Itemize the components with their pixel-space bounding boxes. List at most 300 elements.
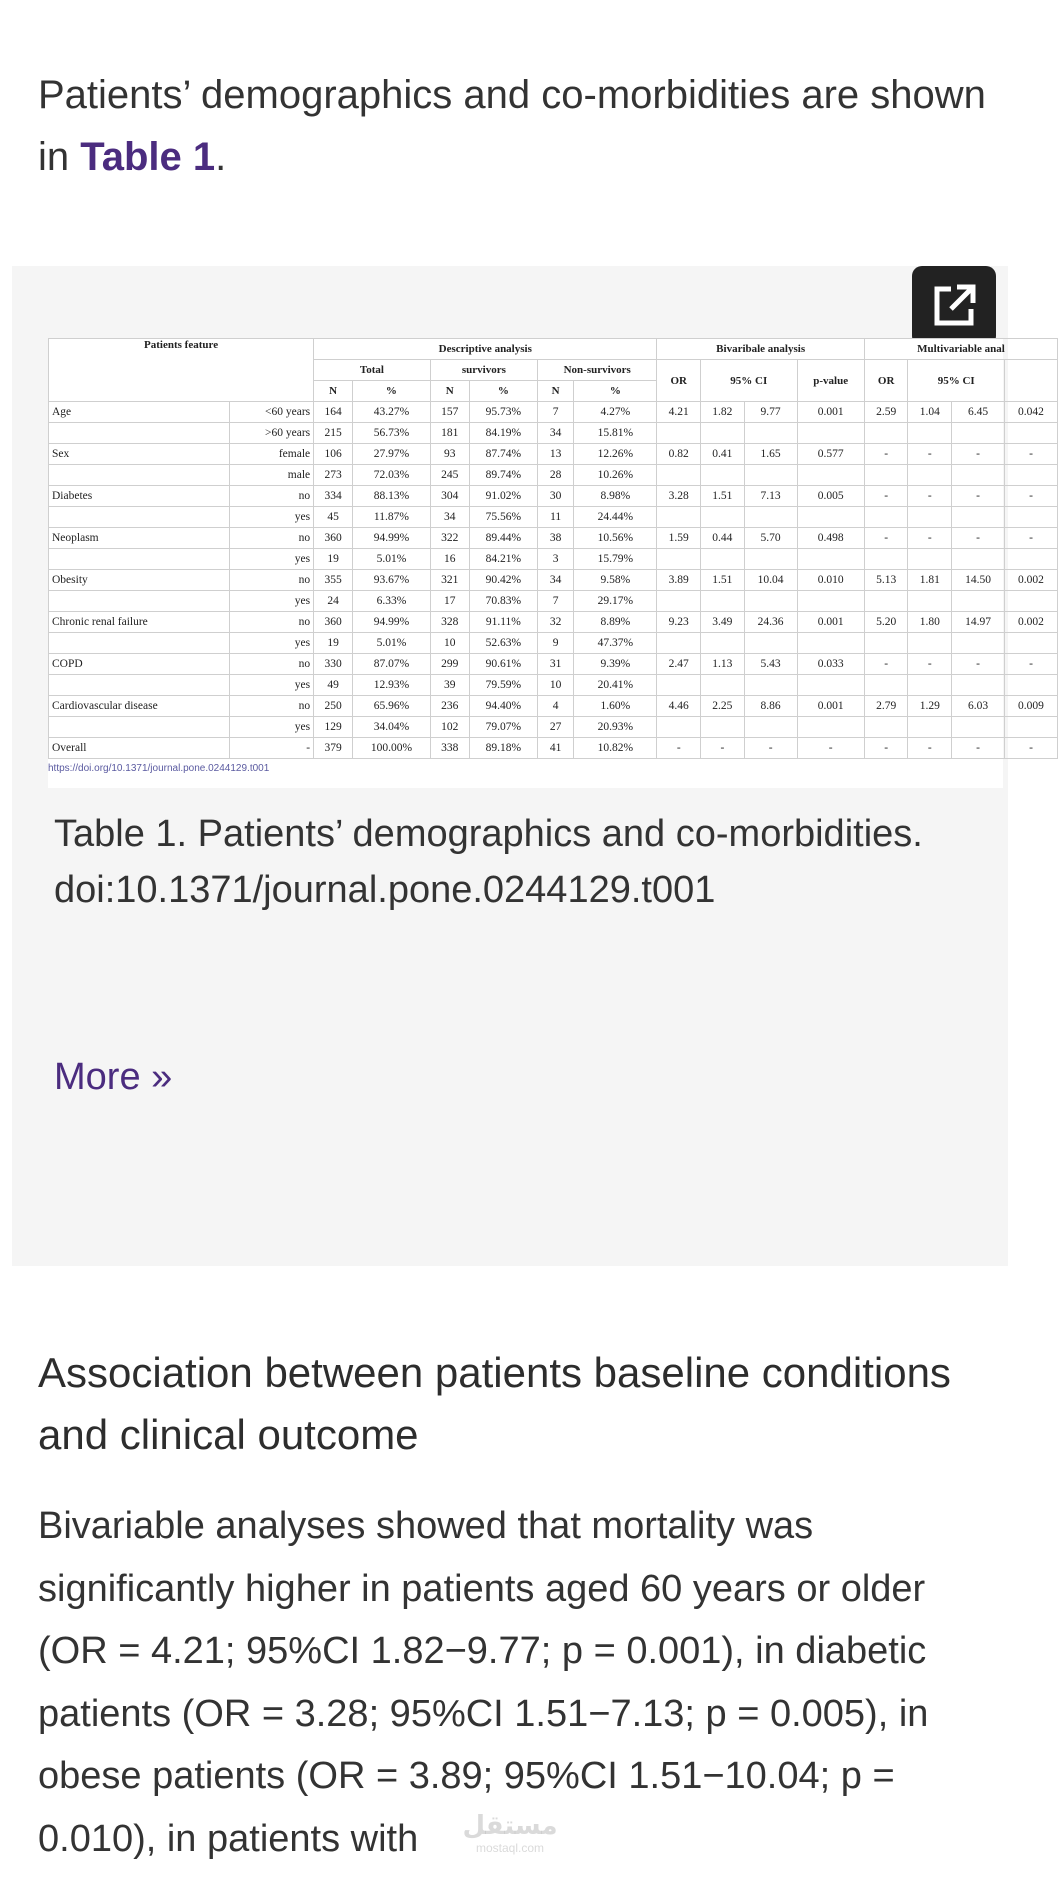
watermark-logo <box>430 1810 590 1855</box>
cell-or <box>657 507 701 528</box>
cell-p: 0.005 <box>797 486 864 507</box>
more-link[interactable]: More » <box>54 1056 173 1098</box>
cell-mciu: 14.50 <box>952 570 1005 591</box>
cell-feature: Chronic renal failure <box>49 612 230 633</box>
cell-sn: 304 <box>430 486 469 507</box>
header-n: N <box>430 381 469 402</box>
cell-feature <box>49 717 230 738</box>
header-multivariable: Multivariable anal <box>864 339 1057 360</box>
cell-sp: 89.74% <box>469 465 537 486</box>
table-doi-url[interactable]: https://doi.org/10.1371/journal.pone.0244129.t001 <box>48 763 270 774</box>
cell-tp: 34.04% <box>353 717 431 738</box>
cell-cil <box>701 465 745 486</box>
cell-feature: Neoplasm <box>49 528 230 549</box>
cell-mcil: - <box>908 654 952 675</box>
header-pct: % <box>469 381 537 402</box>
cell-mcil <box>908 423 952 444</box>
cell-or: - <box>657 738 701 759</box>
cell-or: 3.89 <box>657 570 701 591</box>
cell-tp: 12.93% <box>353 675 431 696</box>
cell-mp: - <box>1004 528 1057 549</box>
cell-p <box>797 717 864 738</box>
cell-sn: 338 <box>430 738 469 759</box>
cell-category: no <box>230 528 314 549</box>
header-pvalue: p-value <box>797 360 864 402</box>
cell-mciu: 14.97 <box>952 612 1005 633</box>
cell-category: yes <box>230 675 314 696</box>
cell-tn: 355 <box>314 570 353 591</box>
cell-tp: 5.01% <box>353 549 431 570</box>
cell-nn: 4 <box>538 696 574 717</box>
cell-p <box>797 465 864 486</box>
cell-mciu: - <box>952 654 1005 675</box>
cell-category: >60 years <box>230 423 314 444</box>
cell-mcil: - <box>908 486 952 507</box>
cell-p <box>797 675 864 696</box>
cell-mp <box>1004 591 1057 612</box>
cell-np: 24.44% <box>574 507 657 528</box>
cell-mcil <box>908 549 952 570</box>
table-row <box>49 717 1058 738</box>
cell-or: 1.59 <box>657 528 701 549</box>
cell-sp: 84.21% <box>469 549 537 570</box>
cell-sp: 87.74% <box>469 444 537 465</box>
cell-tp: 6.33% <box>353 591 431 612</box>
cell-feature <box>49 507 230 528</box>
cell-sn: 39 <box>430 675 469 696</box>
cell-nn: 27 <box>538 717 574 738</box>
cell-or <box>657 465 701 486</box>
cell-mciu: - <box>952 444 1005 465</box>
table-row <box>49 654 1058 675</box>
header-mor: OR <box>864 360 908 402</box>
cell-np: 10.82% <box>574 738 657 759</box>
cell-mciu: - <box>952 738 1005 759</box>
cell-category: male <box>230 465 314 486</box>
cell-tp: 94.99% <box>353 528 431 549</box>
cell-mcil <box>908 633 952 654</box>
cell-nn: 10 <box>538 675 574 696</box>
cell-ciu: 5.70 <box>744 528 797 549</box>
header-n: N <box>314 381 353 402</box>
header-non-survivors: Non-survivors <box>538 360 657 381</box>
header-or: OR <box>657 360 701 402</box>
cell-cil: 3.49 <box>701 612 745 633</box>
cell-feature: Obesity <box>49 570 230 591</box>
cell-mor <box>864 465 908 486</box>
cell-nn: 13 <box>538 444 574 465</box>
cell-cil <box>701 549 745 570</box>
cell-ciu <box>744 675 797 696</box>
cell-tn: 106 <box>314 444 353 465</box>
cell-sn: 328 <box>430 612 469 633</box>
header-pct: % <box>353 381 431 402</box>
cell-tn: 24 <box>314 591 353 612</box>
cell-ciu: 10.04 <box>744 570 797 591</box>
cell-mp: - <box>1004 738 1057 759</box>
cell-mp: - <box>1004 486 1057 507</box>
cell-category: yes <box>230 507 314 528</box>
cell-tn: 330 <box>314 654 353 675</box>
cell-tp: 87.07% <box>353 654 431 675</box>
cell-category: yes <box>230 717 314 738</box>
cell-feature <box>49 675 230 696</box>
cell-mp <box>1004 549 1057 570</box>
cell-nn: 9 <box>538 633 574 654</box>
cell-mp <box>1004 717 1057 738</box>
caption-title: Table 1. Patients’ demographics and co-morbidities. <box>54 813 923 855</box>
table-row <box>49 570 1058 591</box>
cell-category: no <box>230 654 314 675</box>
cell-feature <box>49 423 230 444</box>
cell-np: 12.26% <box>574 444 657 465</box>
cell-np: 4.27% <box>574 402 657 423</box>
cell-ciu: 5.43 <box>744 654 797 675</box>
cell-mciu: 6.03 <box>952 696 1005 717</box>
cell-sn: 34 <box>430 507 469 528</box>
cell-sp: 52.63% <box>469 633 537 654</box>
header-mp <box>1004 360 1057 402</box>
cell-or: 0.82 <box>657 444 701 465</box>
cell-tn: 49 <box>314 675 353 696</box>
cell-sn: 322 <box>430 528 469 549</box>
cell-mor: 5.20 <box>864 612 908 633</box>
cell-ciu: 24.36 <box>744 612 797 633</box>
cell-np: 15.81% <box>574 423 657 444</box>
cell-mp <box>1004 423 1057 444</box>
table-row <box>49 633 1058 654</box>
header-survivors: survivors <box>430 360 537 381</box>
table-row <box>49 696 1058 717</box>
cell-sp: 75.56% <box>469 507 537 528</box>
intro-text-end: . <box>215 135 227 179</box>
cell-mciu: 6.45 <box>952 402 1005 423</box>
cell-tn: 250 <box>314 696 353 717</box>
cell-or <box>657 423 701 444</box>
cell-cil <box>701 591 745 612</box>
intro-text: Patients’ demographics and co-morbidities are shown in <box>38 73 986 179</box>
cell-mcil <box>908 591 952 612</box>
header-patients-feature: Patients feature <box>49 339 314 402</box>
cell-sp: 79.07% <box>469 717 537 738</box>
cell-cil <box>701 717 745 738</box>
cell-cil <box>701 675 745 696</box>
cell-mciu: - <box>952 528 1005 549</box>
cell-category: no <box>230 570 314 591</box>
cell-np: 47.37% <box>574 633 657 654</box>
cell-sp: 91.11% <box>469 612 537 633</box>
table-row <box>49 738 1058 759</box>
cell-p <box>797 507 864 528</box>
cell-or: 3.28 <box>657 486 701 507</box>
cell-p: - <box>797 738 864 759</box>
cell-mciu <box>952 465 1005 486</box>
cell-or <box>657 633 701 654</box>
cell-mp <box>1004 465 1057 486</box>
cell-sp: 94.40% <box>469 696 537 717</box>
cell-mor: 5.13 <box>864 570 908 591</box>
cell-sp: 89.18% <box>469 738 537 759</box>
cell-feature: Sex <box>49 444 230 465</box>
cell-sn: 299 <box>430 654 469 675</box>
cell-cil: 0.41 <box>701 444 745 465</box>
header-descriptive: Descriptive analysis <box>314 339 657 360</box>
cell-mcil: 1.29 <box>908 696 952 717</box>
cell-mp: - <box>1004 654 1057 675</box>
cell-mciu: - <box>952 486 1005 507</box>
cell-tp: 93.67% <box>353 570 431 591</box>
cell-nn: 30 <box>538 486 574 507</box>
cell-mcil: - <box>908 528 952 549</box>
cell-mor: - <box>864 738 908 759</box>
table-row <box>49 486 1058 507</box>
cell-cil <box>701 423 745 444</box>
cell-tp: 27.97% <box>353 444 431 465</box>
cell-nn: 32 <box>538 612 574 633</box>
cell-mor <box>864 633 908 654</box>
header-total: Total <box>314 360 431 381</box>
cell-or: 4.46 <box>657 696 701 717</box>
cell-nn: 28 <box>538 465 574 486</box>
cell-np: 9.39% <box>574 654 657 675</box>
open-in-new-icon <box>931 283 977 329</box>
cell-or: 9.23 <box>657 612 701 633</box>
cell-feature: Overall <box>49 738 230 759</box>
cell-sp: 90.61% <box>469 654 537 675</box>
cell-mor <box>864 675 908 696</box>
cell-sn: 10 <box>430 633 469 654</box>
cell-mcil <box>908 465 952 486</box>
cell-mp: - <box>1004 444 1057 465</box>
cell-category: <60 years <box>230 402 314 423</box>
header-bivariable: Bivaribale analysis <box>657 339 864 360</box>
cell-np: 9.58% <box>574 570 657 591</box>
cell-np: 20.93% <box>574 717 657 738</box>
cell-mciu <box>952 633 1005 654</box>
cell-nn: 41 <box>538 738 574 759</box>
header-pct: % <box>574 381 657 402</box>
cell-nn: 11 <box>538 507 574 528</box>
cell-or: 4.21 <box>657 402 701 423</box>
cell-cil: 1.51 <box>701 486 745 507</box>
cell-tn: 19 <box>314 633 353 654</box>
cell-p <box>797 633 864 654</box>
cell-cil <box>701 507 745 528</box>
table-row <box>49 591 1058 612</box>
cell-p <box>797 591 864 612</box>
cell-ciu: 8.86 <box>744 696 797 717</box>
cell-nn: 3 <box>538 549 574 570</box>
cell-sp: 70.83% <box>469 591 537 612</box>
cell-mciu <box>952 423 1005 444</box>
cell-cil: 1.13 <box>701 654 745 675</box>
cell-ciu: - <box>744 738 797 759</box>
cell-feature <box>49 591 230 612</box>
cell-category: - <box>230 738 314 759</box>
caption-doi: doi:10.1371/journal.pone.0244129.t001 <box>54 869 716 911</box>
cell-or: 2.47 <box>657 654 701 675</box>
expand-figure-button[interactable] <box>912 266 996 346</box>
cell-cil: - <box>701 738 745 759</box>
cell-mciu <box>952 675 1005 696</box>
cell-mcil <box>908 717 952 738</box>
cell-mcil <box>908 675 952 696</box>
cell-mp <box>1004 675 1057 696</box>
cell-tp: 56.73% <box>353 423 431 444</box>
cell-mciu <box>952 507 1005 528</box>
cell-category: yes <box>230 591 314 612</box>
header-ci: 95% CI <box>701 360 798 402</box>
cell-p: 0.010 <box>797 570 864 591</box>
cell-p: 0.001 <box>797 612 864 633</box>
cell-tp: 11.87% <box>353 507 431 528</box>
cell-p: 0.577 <box>797 444 864 465</box>
cell-mp: 0.002 <box>1004 570 1057 591</box>
cell-tn: 273 <box>314 465 353 486</box>
cell-mp: 0.042 <box>1004 402 1057 423</box>
cell-ciu <box>744 507 797 528</box>
watermark-arabic: مستقل <box>462 1810 558 1840</box>
figure-caption <box>54 806 954 918</box>
cell-tn: 164 <box>314 402 353 423</box>
table-1-link[interactable]: Table 1 <box>80 135 216 179</box>
cell-mor <box>864 549 908 570</box>
table-row <box>49 612 1058 633</box>
cell-mp <box>1004 507 1057 528</box>
cell-category: female <box>230 444 314 465</box>
table-row <box>49 507 1058 528</box>
cell-category: yes <box>230 549 314 570</box>
cell-nn: 38 <box>538 528 574 549</box>
table-row <box>49 465 1058 486</box>
intro-paragraph <box>38 64 988 188</box>
cell-sn: 16 <box>430 549 469 570</box>
cell-sp: 91.02% <box>469 486 537 507</box>
cell-mor: - <box>864 444 908 465</box>
cell-ciu: 1.65 <box>744 444 797 465</box>
cell-sn: 181 <box>430 423 469 444</box>
table-row <box>49 402 1058 423</box>
cell-tp: 88.13% <box>353 486 431 507</box>
cell-feature: COPD <box>49 654 230 675</box>
cell-sn: 17 <box>430 591 469 612</box>
cell-feature: Cardiovascular disease <box>49 696 230 717</box>
cell-mcil <box>908 507 952 528</box>
cell-tn: 360 <box>314 528 353 549</box>
cell-tn: 19 <box>314 549 353 570</box>
cell-tn: 129 <box>314 717 353 738</box>
cell-feature: Diabetes <box>49 486 230 507</box>
cell-np: 15.79% <box>574 549 657 570</box>
cell-p: 0.001 <box>797 402 864 423</box>
table-row <box>49 423 1058 444</box>
cell-sp: 95.73% <box>469 402 537 423</box>
cell-tp: 65.96% <box>353 696 431 717</box>
cell-ciu: 9.77 <box>744 402 797 423</box>
cell-mciu <box>952 549 1005 570</box>
cell-mp: 0.009 <box>1004 696 1057 717</box>
cell-mor: 2.79 <box>864 696 908 717</box>
cell-mcil: 1.04 <box>908 402 952 423</box>
cell-cil: 1.82 <box>701 402 745 423</box>
cell-p: 0.001 <box>797 696 864 717</box>
cell-category: no <box>230 696 314 717</box>
cell-mcil: - <box>908 444 952 465</box>
cell-p <box>797 423 864 444</box>
cell-mor <box>864 507 908 528</box>
cell-tn: 334 <box>314 486 353 507</box>
cell-mcil: 1.81 <box>908 570 952 591</box>
cell-cil <box>701 633 745 654</box>
cell-mciu <box>952 717 1005 738</box>
cell-sp: 84.19% <box>469 423 537 444</box>
cell-feature <box>49 633 230 654</box>
cell-cil: 0.44 <box>701 528 745 549</box>
cell-nn: 7 <box>538 402 574 423</box>
cell-sp: 90.42% <box>469 570 537 591</box>
cell-tp: 72.03% <box>353 465 431 486</box>
cell-mor <box>864 423 908 444</box>
header-n: N <box>538 381 574 402</box>
cell-category: yes <box>230 633 314 654</box>
cell-mor: - <box>864 528 908 549</box>
cell-ciu <box>744 591 797 612</box>
cell-or <box>657 591 701 612</box>
cell-mcil: - <box>908 738 952 759</box>
cell-mor: - <box>864 486 908 507</box>
cell-tp: 5.01% <box>353 633 431 654</box>
cell-feature <box>49 465 230 486</box>
cell-sn: 236 <box>430 696 469 717</box>
cell-np: 20.41% <box>574 675 657 696</box>
cell-mcil: 1.80 <box>908 612 952 633</box>
cell-cil: 2.25 <box>701 696 745 717</box>
table-row <box>49 675 1058 696</box>
cell-tp: 100.00% <box>353 738 431 759</box>
cell-np: 8.89% <box>574 612 657 633</box>
cell-np: 10.26% <box>574 465 657 486</box>
cell-tp: 43.27% <box>353 402 431 423</box>
cell-sn: 321 <box>430 570 469 591</box>
cell-ciu: 7.13 <box>744 486 797 507</box>
cell-category: no <box>230 486 314 507</box>
cell-sn: 245 <box>430 465 469 486</box>
cell-sn: 93 <box>430 444 469 465</box>
figure-card <box>12 266 1044 1266</box>
cell-sn: 157 <box>430 402 469 423</box>
cell-ciu <box>744 423 797 444</box>
cell-p <box>797 549 864 570</box>
cell-np: 1.60% <box>574 696 657 717</box>
cell-mp: 0.002 <box>1004 612 1057 633</box>
cell-mor: - <box>864 654 908 675</box>
cell-category: no <box>230 612 314 633</box>
cell-sp: 79.59% <box>469 675 537 696</box>
cell-nn: 34 <box>538 570 574 591</box>
cell-ciu <box>744 465 797 486</box>
cell-or <box>657 549 701 570</box>
cell-nn: 7 <box>538 591 574 612</box>
cell-mp <box>1004 633 1057 654</box>
cell-ciu <box>744 549 797 570</box>
cell-or <box>657 675 701 696</box>
cell-mor: 2.59 <box>864 402 908 423</box>
table-image[interactable] <box>48 338 1044 788</box>
cell-sn: 102 <box>430 717 469 738</box>
cell-tn: 379 <box>314 738 353 759</box>
cell-tn: 360 <box>314 612 353 633</box>
table-row <box>49 528 1058 549</box>
